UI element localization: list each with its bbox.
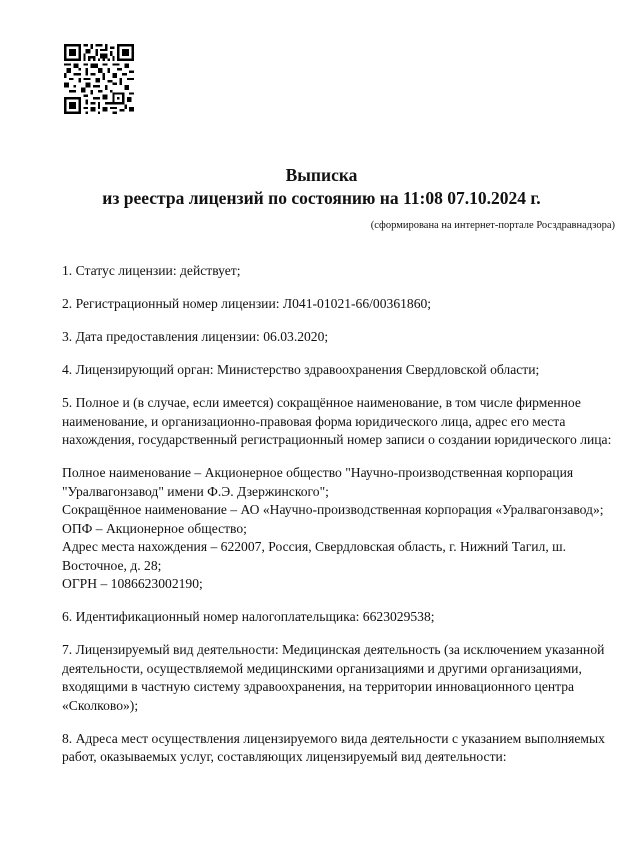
text-line: Полное наименование – Акционерное общество "Научно-производственная корпорация [62, 465, 574, 480]
text-line: наименование, и организационно-правовая форма юридического лица, адрес его места [62, 413, 566, 429]
text-line: 1. Статус лицензии: действует; [62, 263, 241, 278]
title-line-2: из реестра лицензий по состоянию на 11:08 07.10.2024 г. [102, 188, 541, 208]
document-body [62, 262, 622, 781]
text-line: Восточное, д. 28; [62, 557, 162, 573]
qr-code [64, 44, 134, 114]
document-title [0, 164, 643, 210]
source-note: (сформирована на интернет-портале Росздравнадзора) [370, 220, 615, 231]
text-line: "Уралвагонзавод" имени Ф.Э. Дзержинского"; [62, 483, 329, 499]
text-line: 8. Адреса мест осуществления лицензируемого вида деятельности с указанием выполняемых [62, 730, 605, 746]
text-line: Сокращённое наименование – АО «Научно-производственная корпорация «Уралвагонзавод»; [62, 502, 604, 517]
item-licensed-activity [62, 641, 622, 715]
item-organization-details [62, 464, 622, 594]
qr-code-icon [64, 44, 134, 114]
item-organization-heading [62, 394, 622, 450]
item-licensing-authority [62, 361, 622, 380]
text-line: 7. Лицензируемый вид деятельности: Медицинская деятельность (за исключением указанной [62, 642, 605, 657]
text-line: Адрес места нахождения – 622007, Россия, Свердловская область, г. Нижний Тагил, ш. [62, 539, 567, 554]
text-line: 2. Регистрационный номер лицензии: Л041-01021-66/00361860; [62, 296, 432, 311]
text-line: работ, оказываемых услуг, составляющих лицензируемый вид деятельности: [62, 749, 507, 764]
item-activity-addresses [62, 730, 622, 767]
item-taxpayer-id [62, 608, 622, 627]
text-line: 4. Лицензирующий орган: Министерство здравоохранения Свердловской области; [62, 362, 540, 377]
text-line: 5. Полное и (в случае, если имеется) сокращённое наименование, в том числе фирменное [62, 395, 581, 410]
text-line: деятельности, осуществляемой медицинскими организациями и другими организациями, [62, 660, 582, 676]
text-line: ОПФ – Акционерное общество; [62, 520, 247, 536]
text-line: 6. Идентификационный номер налогоплательщика: 6623029538; [62, 609, 435, 624]
text-line: «Сколково»); [62, 697, 139, 713]
item-issue-date [62, 328, 622, 347]
item-registration-number [62, 295, 622, 314]
item-license-status [62, 262, 622, 281]
title-line-1: Выписка [285, 165, 358, 185]
text-line: ОГРН – 1086623002190; [62, 576, 203, 591]
text-line: входящими в частную систему здравоохранения, на территории инновационного центра [62, 679, 575, 694]
text-line: нахождения, государственный регистрационный номер записи о создании юридического лица: [62, 432, 612, 447]
text-line: 3. Дата предоставления лицензии: 06.03.2020; [62, 329, 329, 344]
